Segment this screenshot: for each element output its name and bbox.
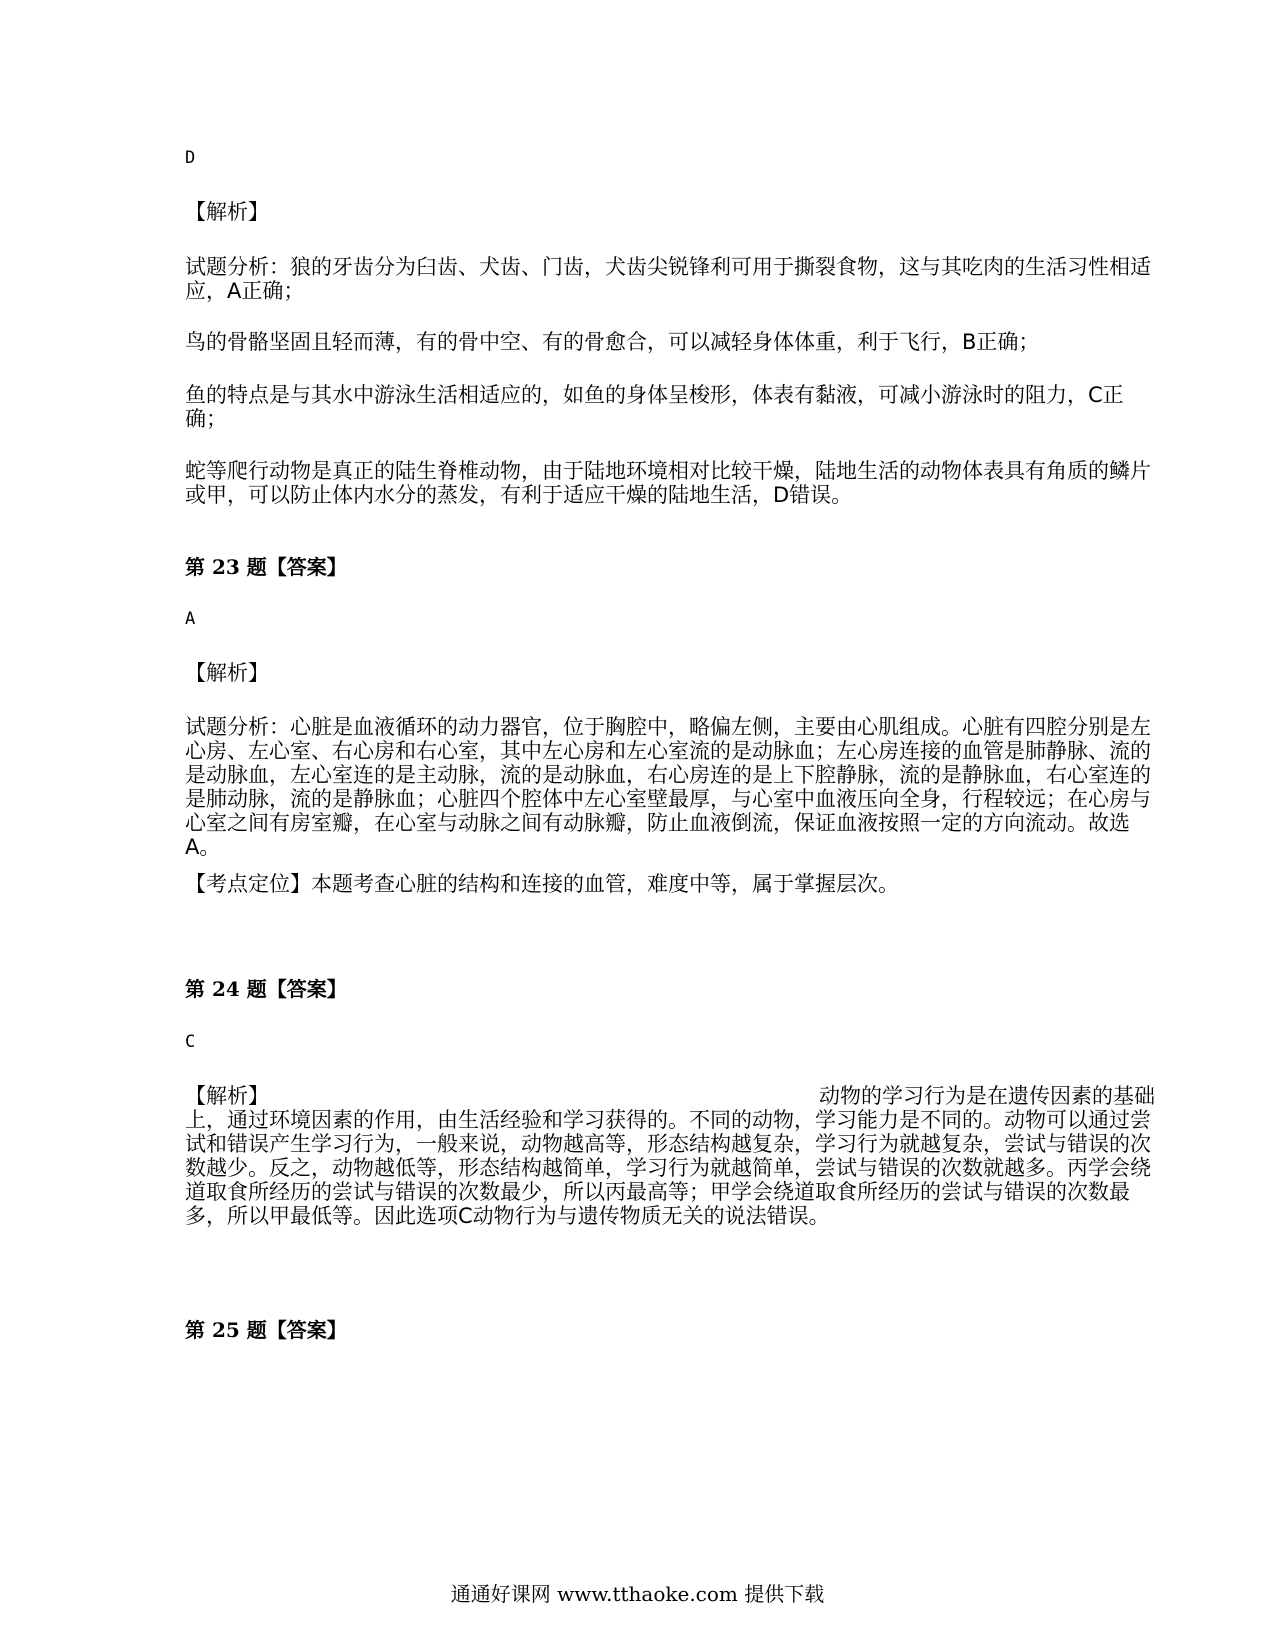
q24-analysis-para: 动物的学习行为是在遗传因素的基础上，通过环境因素的作用，由生活经验和学习获得的。不同的动物，学习能力是不同的。动物可以通过尝试和错误产生学习行为，一般来说，动物越高等，形态结构越复杂，学习行为就越复杂，尝试与错误的次数越少。反之，动物越低等，形态结构越简单，学习行为就越简单，尝试与错误的次数就越多。丙学会绕道取食所经历的尝试与错误的次数最少，所以丙最高等；甲学会绕道取食所经历的尝试与错误的次数最多，所以甲最低等。因此选项C动物行为与遗传物质无关的说法错误。 xyxy=(185,1084,1155,1228)
q23-kaodian: 【考点定位】本题考查心脏的结构和连接的血管，难度中等，属于掌握层次。 xyxy=(185,872,899,896)
q25-heading: 第 25 题【答案】 xyxy=(185,1318,347,1342)
page-footer: 通通好课网 www.tthaoke.com 提供下载 xyxy=(450,1582,825,1606)
q23-answer: A xyxy=(185,609,196,629)
q22-analysis-para-3: 鱼的特点是与其水中游泳生活相适应的，如鱼的身体呈梭形，体表有黏液，可减小游泳时的阻力，C正确； xyxy=(185,383,1124,431)
q22-analysis-para-2: 鸟的骨骼坚固且轻而薄，有的骨中空、有的骨愈合，可以减轻身体体重，利于飞行，B正确； xyxy=(185,330,1040,354)
q24-heading: 第 24 题【答案】 xyxy=(185,977,347,1001)
q22-analysis-para-4: 蛇等爬行动物是真正的陆生脊椎动物，由于陆地环境相对比较干燥，陆地生活的动物体表具有角质的鳞片或甲，可以防止体内水分的蒸发，有利于适应干燥的陆地生活，D错误。 xyxy=(185,459,1151,507)
q22-analysis-para-1: 试题分析：狼的牙齿分为臼齿、犬齿、门齿，犬齿尖锐锋利可用于撕裂食物，这与其吃肉的生活习性相适应，A正确； xyxy=(185,255,1151,303)
q24-answer: C xyxy=(185,1032,196,1052)
q24-analysis xyxy=(185,1084,1165,1228)
q22-answer: D xyxy=(185,148,196,168)
q23-analysis-heading: 【解析】 xyxy=(185,661,269,685)
q24-analysis-heading: 【解析】 xyxy=(185,1084,269,1108)
q23-analysis-para: 试题分析：心脏是血液循环的动力器官，位于胸腔中，略偏左侧，主要由心肌组成。心脏有四腔分别是左心房、左心室、右心房和右心室，其中左心房和左心室流的是动脉血；左心房连接的血管是肺静脉、流的是动脉血，左心室连的是主动脉，流的是动脉血，右心房连的是上下腔静脉，流的是静脉血，右心室连的是肺动脉，流的是静脉血；心脏四个腔体中左心室壁最厚，与心室中血液压向全身，行程较远；在心房与心室之间有房室瓣，在心室与动脉之间有动脉瓣，防止血液倒流，保证血液按照一定的方向流动。故选A。 xyxy=(185,715,1151,859)
q22-analysis-heading: 【解析】 xyxy=(185,200,269,224)
q23-heading: 第 23 题【答案】 xyxy=(185,555,347,579)
